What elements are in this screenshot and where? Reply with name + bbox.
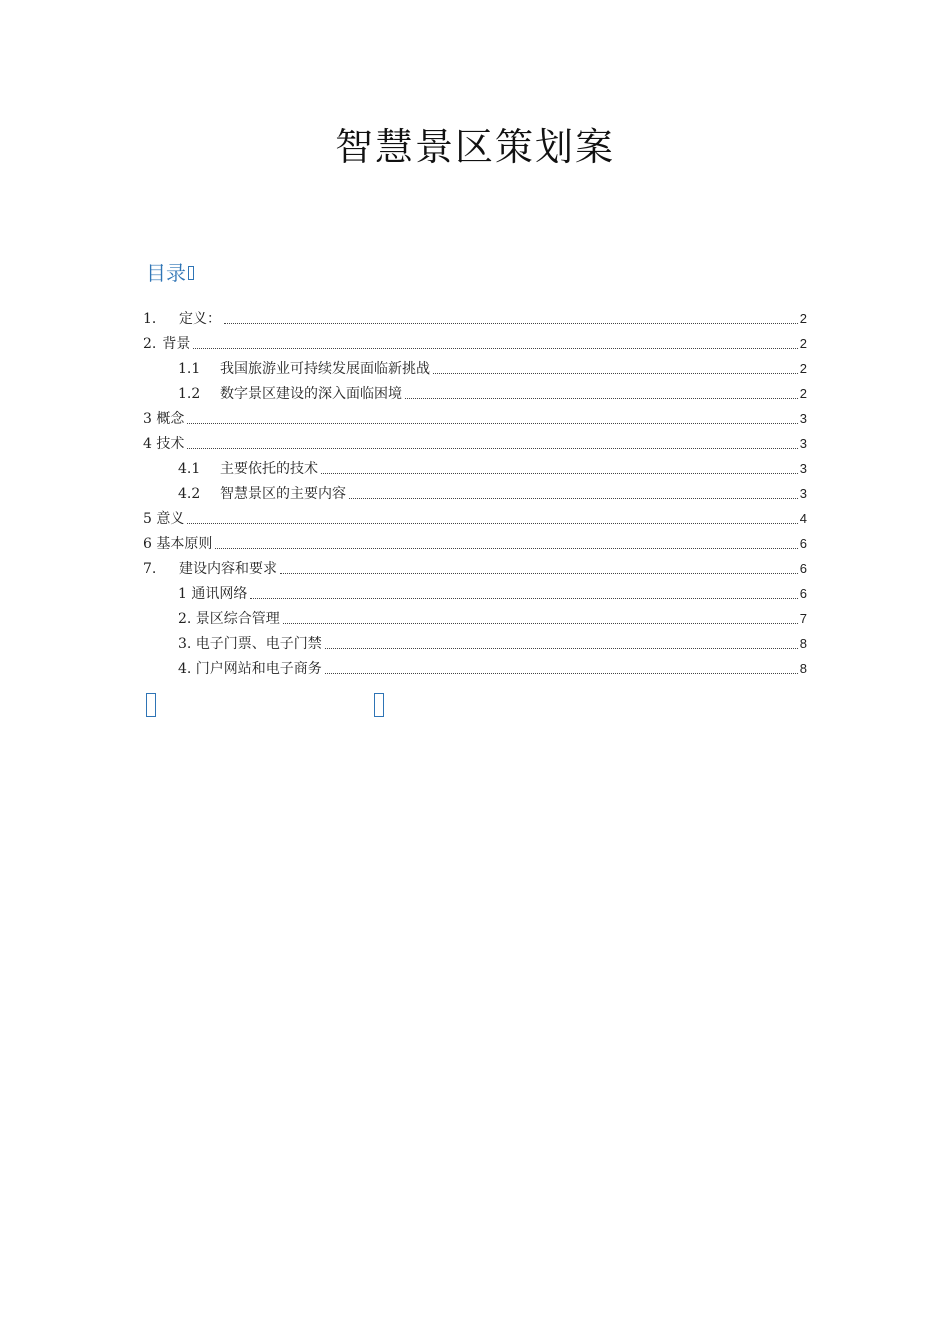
- toc-entry[interactable]: [143, 379, 807, 404]
- toc-entry[interactable]: [143, 629, 807, 654]
- toc-entry-number: 1．: [143, 311, 166, 327]
- toc-entry-number: 2.: [143, 336, 157, 352]
- dot-leader: [250, 597, 797, 599]
- toc-entry-page: 4: [799, 511, 807, 526]
- dot-leader: [349, 497, 798, 499]
- toc-entry[interactable]: [143, 454, 807, 479]
- document-title: 智慧景区策划案: [334, 125, 615, 170]
- toc-entry[interactable]: [143, 579, 807, 604]
- toc-entry[interactable]: [143, 529, 807, 554]
- toc-entry[interactable]: [143, 354, 807, 379]
- toc-entry-page: 6: [799, 561, 807, 576]
- toc-entry-title: 智慧景区的主要内容: [220, 486, 346, 502]
- dot-leader: [193, 347, 797, 349]
- toc-entry[interactable]: [143, 329, 807, 354]
- toc-entry-page: 3: [799, 486, 807, 501]
- toc-entry-title: 数字景区建设的深入面临困境: [220, 386, 402, 402]
- toc-entry-number: 4.1: [178, 461, 201, 477]
- toc-heading-label: 目录: [146, 261, 186, 285]
- toc-entry-page: 3: [799, 411, 807, 426]
- dot-leader: [283, 622, 798, 624]
- toc-entry-title: 4 技术: [143, 436, 185, 452]
- dot-leader: [187, 522, 797, 524]
- toc-entry-page: 2: [799, 311, 807, 326]
- toc-entry-title: 5 意义: [143, 511, 185, 527]
- toc-entry[interactable]: [143, 604, 807, 629]
- dot-leader: [325, 647, 798, 649]
- field-marker-icon: [146, 693, 156, 717]
- toc-entry[interactable]: [143, 304, 807, 329]
- toc-entry-title: 我国旅游业可持续发展面临新挑战: [220, 361, 430, 377]
- toc-entry-title: 定义：: [179, 311, 221, 327]
- toc-entry-number: 7.: [143, 561, 157, 577]
- dot-leader: [187, 447, 797, 449]
- toc-entry[interactable]: [143, 404, 807, 429]
- toc-entry-title: 6 基本原则: [143, 536, 213, 552]
- toc-entry-page: 6: [799, 536, 807, 551]
- toc-entry-page: 2: [799, 336, 807, 351]
- dot-leader: [405, 397, 798, 399]
- toc-entry-page: 8: [799, 636, 807, 651]
- toc-entry[interactable]: [143, 429, 807, 454]
- toc-entry-page: 2: [799, 386, 807, 401]
- dot-leader: [224, 322, 798, 324]
- dot-leader: [325, 672, 798, 674]
- toc-entry[interactable]: [143, 504, 807, 529]
- toc-entry[interactable]: [143, 554, 807, 579]
- toc-entry-page: 3: [799, 461, 807, 476]
- toc-entry-title: 建设内容和要求: [179, 561, 277, 577]
- toc-entry-number: 1.2: [178, 386, 201, 402]
- toc-entry[interactable]: [143, 654, 807, 679]
- toc-entry-number: 1.1: [178, 361, 201, 377]
- dot-leader: [321, 472, 798, 474]
- dot-leader: [433, 372, 798, 374]
- toc-entry-page: 6: [799, 586, 807, 601]
- toc-entry-page: 7: [799, 611, 807, 626]
- toc-entry-number: 4.2: [178, 486, 201, 502]
- toc-entry-title: 主要依托的技术: [220, 461, 318, 477]
- toc-entry-title: 背景: [162, 336, 191, 352]
- toc-entry-page: 8: [799, 661, 807, 676]
- missing-glyph-icon: [188, 266, 194, 280]
- toc-entry-page: 2: [799, 361, 807, 376]
- toc-entry-title: 1 通讯网络: [178, 586, 248, 602]
- toc-entry-title: 3 概念: [143, 411, 185, 427]
- toc-entry-title: 4. 门户网站和电子商务: [178, 661, 322, 677]
- toc-entry[interactable]: [143, 479, 807, 504]
- toc-heading: [146, 259, 194, 287]
- dot-leader: [215, 547, 797, 549]
- toc-entry-title: 2. 景区综合管理: [178, 611, 280, 627]
- field-marker-icon: [374, 693, 384, 717]
- toc-entry-page: 3: [799, 436, 807, 451]
- dot-leader: [280, 572, 798, 574]
- dot-leader: [187, 422, 797, 424]
- toc-entry-title: 3. 电子门票、电子门禁: [178, 636, 322, 652]
- table-of-contents: [143, 304, 807, 679]
